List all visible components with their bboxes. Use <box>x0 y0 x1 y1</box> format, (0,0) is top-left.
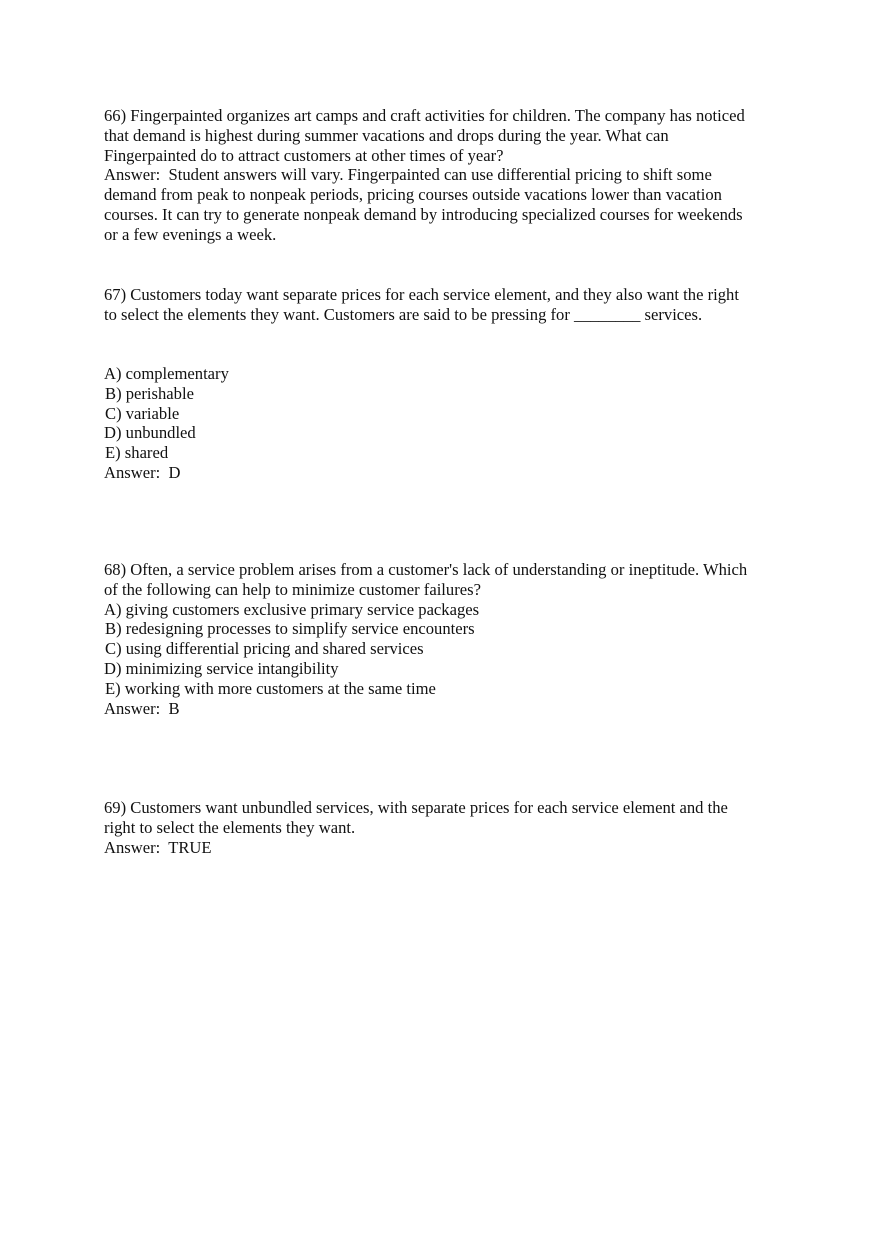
option-e: E) working with more customers at the same time <box>105 678 436 698</box>
question-66-line: demand from peak to nonpeak periods, pricing courses outside vacations lower than vacation <box>104 185 722 205</box>
option-b: B) redesigning processes to simplify service encounters <box>105 619 475 639</box>
question-67-stem: 67) Customers today want separate prices for each service element, and they also want the right <box>104 285 739 304</box>
option-d: D) minimizing service intangibility <box>104 658 339 678</box>
option-a: A) complementary <box>104 364 229 383</box>
question-67 <box>104 285 784 325</box>
question-68-stem: 68) Often, a service problem arises from a customer's lack of understanding or ineptitude. Which <box>104 560 748 579</box>
question-69-answer: Answer: TRUE <box>104 837 212 857</box>
option-c: C) using differential pricing and shared services <box>105 639 424 659</box>
option-a: A) giving customers exclusive primary service packages <box>104 599 480 619</box>
question-66 <box>104 106 784 245</box>
question-69 <box>104 798 784 857</box>
option-d: D) unbundled <box>104 423 196 443</box>
question-69-stem: 69) Customers want unbundled services, with separate prices for each service element and the <box>104 798 728 817</box>
question-69-stem: right to select the elements they want. <box>104 817 356 837</box>
question-67-options <box>104 364 784 483</box>
question-68 <box>104 560 784 718</box>
question-66-line: courses. It can try to generate nonpeak demand by introducing specialized courses for weekends <box>104 204 743 224</box>
option-e: E) shared <box>105 443 169 463</box>
question-68-answer: Answer: B <box>104 698 180 718</box>
question-66-line: or a few evenings a week. <box>104 224 277 244</box>
question-68-stem: of the following can help to minimize customer failures? <box>104 579 481 599</box>
option-b: B) perishable <box>105 383 194 403</box>
question-67-answer: Answer: D <box>104 462 181 482</box>
option-c: C) variable <box>105 403 180 423</box>
question-67-stem: to select the elements they want. Customers are said to be pressing for ________ services. <box>104 304 703 324</box>
question-66-line: that demand is highest during summer vacations and drops during the year. What can <box>104 125 669 145</box>
question-66-line: 66) Fingerpainted organizes art camps and craft activities for children. The company has noticed <box>104 106 745 125</box>
question-66-answer: Answer: Student answers will vary. Fingerpainted can use differential pricing to shift some <box>104 165 712 185</box>
question-66-line: Fingerpainted do to attract customers at other times of year? <box>104 145 504 165</box>
